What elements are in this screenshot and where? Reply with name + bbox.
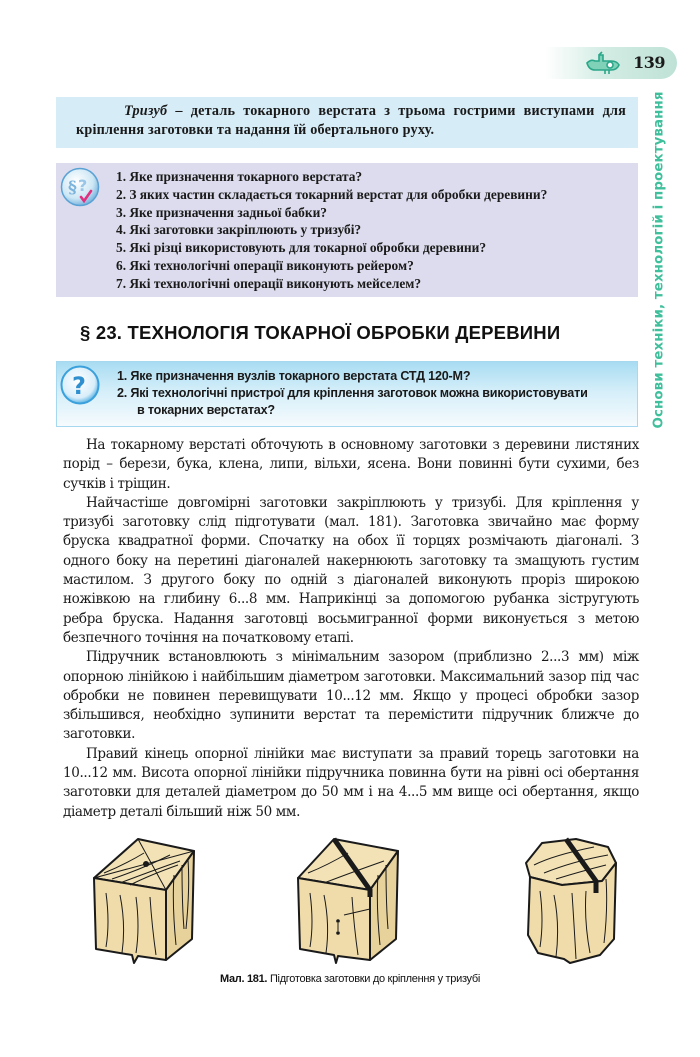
svg-text:?: ? — [72, 372, 86, 400]
pre-questions-list — [117, 368, 588, 419]
review-question: 3. Яке призначення задньої бабки? — [116, 204, 328, 220]
body-text — [63, 436, 639, 822]
body-paragraph: Підручник встановлюють з мінімальним зазором (приблизно 2...3 мм) між опорною лінійкою і найбільшим діаметром заготовки. Максимальний зазор під час обробки не повинен перевищувати 10...12 мм. Якщо у процесі обробки зазор збільшився, необхідно зупинити верстат та перемістити підручник ближче до заготовки. — [63, 649, 639, 743]
pre-question: 1. Яке призначення вузлів токарного верстата СТД 120-М? — [117, 369, 471, 383]
figure-caption — [0, 973, 700, 985]
figure-181 — [80, 835, 640, 970]
page-number-badge — [545, 47, 677, 79]
side-chapter-title-text: Основи техніки, технологій і проектування — [651, 91, 667, 429]
pre-questions-box — [56, 361, 638, 427]
body-paragraph: Найчастіше довгомірні заготовки закріплюють у тризубі. Для кріплення у тризубі заготовку слід підготувати (мал. 181). Заготовка звичайно має форму бруска квадратної форми. Спочатку на обох її торцях розмічають діагоналі. З одного боку на перетині діагоналей накернюють заготовку та змащують густим мастилом. З другого боку по одній з діагоналей виконують проріз широкою ножівкою на глибину 6...8 мм. Наприкінці за допомогою рубанка зістругують ребра бруска. Надання заготовці восьмигранної форми виконується з метою безпечного точіння на початковому етапі. — [63, 494, 639, 646]
definition-term: Тризуб — [124, 103, 168, 119]
page-number: 139 — [633, 53, 665, 72]
definition-text — [76, 102, 626, 140]
figure-caption-label: Мал. 181. — [219, 973, 268, 985]
body-paragraph: Правий кінець опорної лінійки має виступати за правий торець заготовки на 10...12 мм. Висота опорної лінійки підручника повинна бути на рівні осі обертання заготовки для деталей діаметром до 50 мм і на 4...5 мм вище осі обертання, якщо діаметр деталі більший ніж 50 мм. — [63, 745, 639, 820]
svg-text:?: ? — [78, 176, 88, 195]
pre-question-continuation: в токарних верстатах? — [137, 403, 275, 417]
side-chapter-title — [648, 85, 670, 435]
review-question: 1. Яке призначення токарного верстата? — [116, 169, 363, 184]
definition-body: – деталь токарного верстата з трьома гострими виступами для кріплення заготовки та надання їй обертального руху. — [76, 103, 626, 138]
review-question: 5. Які різці використовують для токарної обробки деревини? — [116, 240, 487, 256]
review-question: 7. Які технологічні операції виконують мейселем? — [116, 275, 422, 291]
svg-text:§: § — [68, 178, 77, 198]
section-title: § 23. ТЕХНОЛОГІЯ ТОКАРНОЇ ОБРОБКИ ДЕРЕВИНИ — [80, 322, 561, 343]
definition-box — [56, 97, 638, 148]
paragraph-question-icon — [60, 167, 100, 207]
pre-question: 2. Які технологічні пристрої для кріплення заготовок можна використовувати — [117, 386, 588, 400]
review-questions-list — [116, 168, 547, 293]
review-questions-box — [56, 163, 638, 297]
octagonal-block-with-kerf-illustration — [520, 835, 635, 965]
chainsaw-icon — [585, 51, 623, 75]
review-question: 2. З яких частин складається токарний верстат для обробки деревини? — [116, 186, 548, 202]
body-paragraph: На токарному верстаті обточують в основному заготовки з деревини листяних порід – берези, бука, клена, липи, вільхи, ясена. Вони повинні бути сухими, без сучків і тріщин. — [63, 437, 639, 492]
square-block-marked-diagonals-illustration — [90, 835, 205, 965]
question-mark-icon — [60, 365, 100, 405]
review-question: 4. Які заготовки закріплюють у тризубі? — [116, 222, 362, 238]
review-question: 6. Які технологічні операції виконують рейером? — [116, 257, 414, 273]
figure-caption-text: Підготовка заготовки до кріплення у тризубі — [267, 973, 481, 985]
square-block-with-kerf-illustration — [294, 835, 409, 965]
